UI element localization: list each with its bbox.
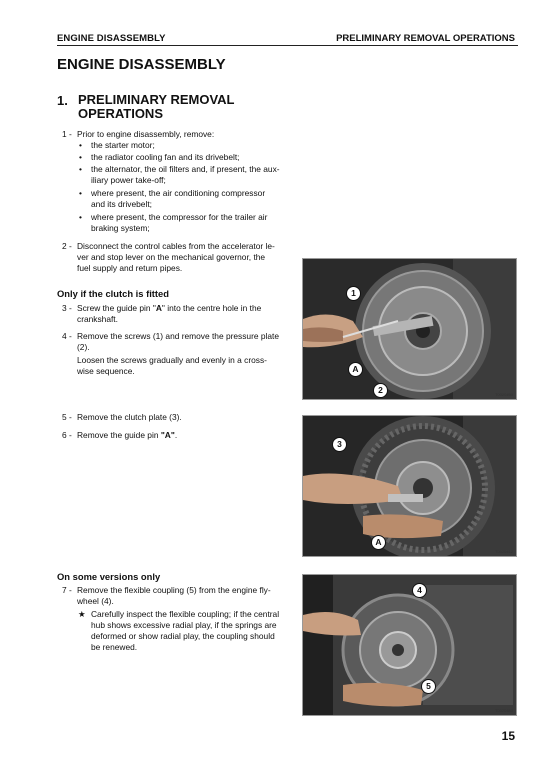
- callout-3: 3: [332, 437, 347, 452]
- figure-3-illustration: [303, 575, 516, 715]
- step-1-bullet-2: the radiator cooling fan and its drivebelt;: [91, 152, 240, 162]
- step-1-bullet-5b: braking system;: [91, 223, 150, 233]
- bullet-dot: •: [79, 152, 82, 162]
- step-2-number: 2 -: [62, 241, 72, 251]
- step-1-bullet-1: the starter motor;: [91, 140, 155, 150]
- step-3-number: 3 -: [62, 303, 72, 313]
- step-4-line-4: wise sequence.: [77, 366, 135, 376]
- figure-2-id: T0020412: [494, 549, 513, 554]
- step-1-number: 1 -: [62, 129, 72, 139]
- step-3-line-1: [77, 303, 282, 314]
- step-6-pin-label: "A": [160, 430, 175, 440]
- bullet-dot: •: [79, 164, 82, 174]
- page-title: ENGINE DISASSEMBLY: [57, 56, 226, 73]
- callout-4: 4: [412, 583, 427, 598]
- step-7-number: 7 -: [62, 585, 72, 595]
- step-4-line-2: (2).: [77, 342, 90, 352]
- step-7-note-1: Carefully inspect the flexible coupling; if the central: [91, 609, 280, 619]
- figure-1-illustration: [303, 259, 516, 399]
- figure-pressure-plate-photo: [302, 258, 517, 400]
- star-icon: ★: [78, 609, 86, 619]
- callout-A: A: [348, 362, 363, 377]
- section-title-line2: OPERATIONS: [78, 106, 163, 121]
- callout-5: 5: [421, 679, 436, 694]
- header-divider: [57, 45, 518, 46]
- section-number: 1.: [57, 93, 68, 108]
- section-title: [78, 93, 278, 121]
- step-3-line-2: crankshaft.: [77, 314, 118, 324]
- subheading-clutch: Only if the clutch is fitted: [57, 288, 169, 299]
- step-7-note-4: be renewed.: [91, 642, 138, 652]
- bullet-dot: •: [79, 188, 82, 198]
- step-5-number: 5 -: [62, 412, 72, 422]
- figure-clutch-plate-photo: [302, 415, 517, 557]
- figure-flexible-coupling-photo: [302, 574, 517, 716]
- callout-1: 1: [346, 286, 361, 301]
- step-7-line-2: wheel (4).: [77, 596, 114, 606]
- step-1-bullet-3a: the alternator, the oil filters and, if present, the aux-: [91, 164, 280, 174]
- callout-A: A: [371, 535, 386, 550]
- bullet-dot: •: [79, 212, 82, 222]
- section-title-line1: PRELIMINARY REMOVAL: [78, 92, 235, 107]
- step-2-line-3: fuel supply and return pipes.: [77, 263, 183, 273]
- running-header-right: PRELIMINARY REMOVAL OPERATIONS: [336, 33, 515, 44]
- step-4-line-3: Loosen the screws gradually and evenly in a cross-: [77, 355, 267, 365]
- page-number: 15: [501, 729, 515, 743]
- step-2-line-1: Disconnect the control cables from the accelerator le-: [77, 241, 275, 251]
- step-3-pin-label: A: [155, 303, 162, 313]
- subheading-versions: On some versions only: [57, 571, 161, 582]
- step-1-bullet-4a: where present, the air conditioning compressor: [91, 188, 266, 198]
- step-2-line-2: ver and stop lever on the mechanical governor, the: [77, 252, 266, 262]
- step-1-bullet-3b: iliary power take-off;: [91, 175, 166, 185]
- step-6-number: 6 -: [62, 430, 72, 440]
- callout-2: 2: [373, 383, 388, 398]
- step-7-note-2: hub shows excessive radial play, if the springs are: [91, 620, 277, 630]
- step-7-line-1: Remove the flexible coupling (5) from the engine fly-: [77, 585, 271, 595]
- figure-3-id: T0020480: [494, 708, 513, 713]
- step-3-text-a: Screw the guide pin ": [77, 303, 156, 313]
- step-5-text: Remove the clutch plate (3).: [77, 412, 182, 422]
- bullet-dot: •: [79, 140, 82, 150]
- step-1-intro: Prior to engine disassembly, remove:: [77, 129, 215, 139]
- step-6-text-b: .: [174, 430, 178, 440]
- step-1-bullet-5a: where present, the compressor for the trailer air: [91, 212, 268, 222]
- running-header-left: ENGINE DISASSEMBLY: [57, 33, 166, 44]
- step-6-text: [77, 430, 282, 441]
- step-4-number: 4 -: [62, 331, 72, 341]
- step-6-text-a: Remove the guide pin: [77, 430, 161, 440]
- step-1-bullet-4b: and its drivebelt;: [91, 199, 152, 209]
- step-3-text-b: " into the centre hole in the: [161, 303, 262, 313]
- step-4-line-1: Remove the screws (1) and remove the pressure plate: [77, 331, 280, 341]
- step-7-note-3: deformed or show radial play, the coupling should: [91, 631, 275, 641]
- figure-1-id: T0020490: [494, 392, 513, 397]
